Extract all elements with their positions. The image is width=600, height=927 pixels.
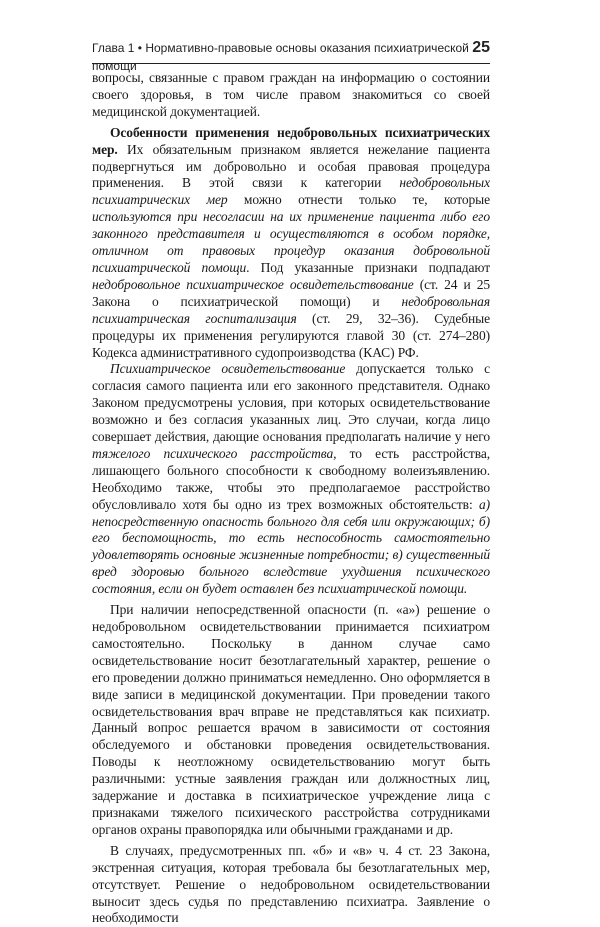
definition-italic: используются при несогласии на их применение пациента либо его законного представителя и осуществляются в особом порядке, отличном от правовых процедур оказания добровольной психиатрической помощи	[92, 209, 490, 275]
paragraph-text: (ст. 29, 32–36). Судебные процедуры их применения регулируются главой 30 (ст. 274–280) Кодекса административного судопроизводства (КАС) РФ.	[92, 310, 490, 360]
paragraph-text: При наличии непосредственной опасности (п. «а») решение о недобровольном освидетельствовании принимается психиатром самостоятельно. Поскольку в данном случае само освидетельствование носит безотлагательный характер, решение о его проведении должно приниматься немедленно. Оно оформляется в виде записи в медицинской документации. При проведении такого освидетельствования врач вправе не представляться как психиатр. Данный вопрос решается врачом в зависимости от состояния обследуемого и обстановки проведения освидетельствования. Поводы к неотложному освидетельствованию могут быть различными: устные заявления граждан или должностных лиц, задержание и доставка в психиатрическое учреждение лица с признаками тяжелого психического расстройства сотрудниками органов охраны правопорядка или обычными гражданами и др.	[92, 602, 490, 837]
section-heading: Особенности применения недобровольных психиатрических мер.	[92, 124, 490, 157]
paragraph-5	[92, 843, 490, 927]
term-italic: недобровольная психиатрическая госпитализация	[92, 293, 490, 326]
body-text	[92, 70, 490, 927]
term-italic: недобровольных психиатрических мер	[92, 175, 490, 208]
paragraph-text: допускается только с согласия самого пациента или его законного представителя. Однако Законом предусмотрены условия, при которых освидетельствование возможно и без согласия указанных лиц. Это случаи, когда лицо совершает действия, дающие основания предполагать наличие у него	[92, 361, 490, 445]
term-italic: тяжелого психического расстройства	[92, 445, 334, 461]
term-italic: Психиатрическое освидетельствование	[110, 361, 346, 377]
paragraph-text: . Под указанные признаки подпадают	[246, 259, 491, 275]
paragraph-4	[92, 602, 490, 839]
running-head	[92, 39, 490, 73]
paragraph-text: (ст. 24 и 25 Закона о психиатрической помощи) и	[92, 276, 491, 309]
paragraph-2	[92, 125, 490, 362]
paragraph-text: вопросы, связанные с правом граждан на информацию о состоянии своего здоровья, в том числе правом знакомиться со своей медицинской документацией.	[92, 70, 490, 119]
paragraph-text: В случаях, предусмотренных пп. «б» и «в» ч. 4 ст. 23 Закона, экстренная ситуация, которая требовала бы безотлагательных мер, отсутствует. Решение о недобровольном освидетельствовании выносит здесь судья по представлению психиатра. Заявление о необходимости	[92, 842, 490, 926]
paragraph-text: Их обязательным признаком является нежелание пациента подвергнуться им добровольно и особая правовая процедура применения. В этой связи к категории	[92, 141, 490, 191]
separator-bullet: •	[137, 41, 142, 55]
paragraph-3	[92, 361, 490, 598]
paragraph-1	[92, 70, 490, 121]
conditions-list: а) непосредственную опасность больного для себя или окружающих; б) его беспомощность, то есть неспособность самостоятельно удовлетворять основные жизненные потребности; в) существенный вред здоровью больного вследствие ухудшения психического состояния, если он будет оставлен без психиатрической помощи.	[92, 496, 490, 597]
chapter-label: Глава 1	[92, 41, 135, 55]
page-number: 25	[472, 39, 490, 56]
paragraph-text: , то есть расстройства, лишающего больного способности к свободному волеизъявлению. Необходимо также, чтобы это предполагаемое расстройство обусловливало хотя бы одно из трех возможных обстоятельств:	[92, 445, 490, 512]
paragraph-text: можно отнести только те, которые	[227, 192, 490, 208]
chapter-title: Нормативно-правовые основы оказания психиатрической помощи	[92, 41, 469, 73]
term-italic: недобровольное психиатрическое освидетельствование	[92, 276, 414, 292]
